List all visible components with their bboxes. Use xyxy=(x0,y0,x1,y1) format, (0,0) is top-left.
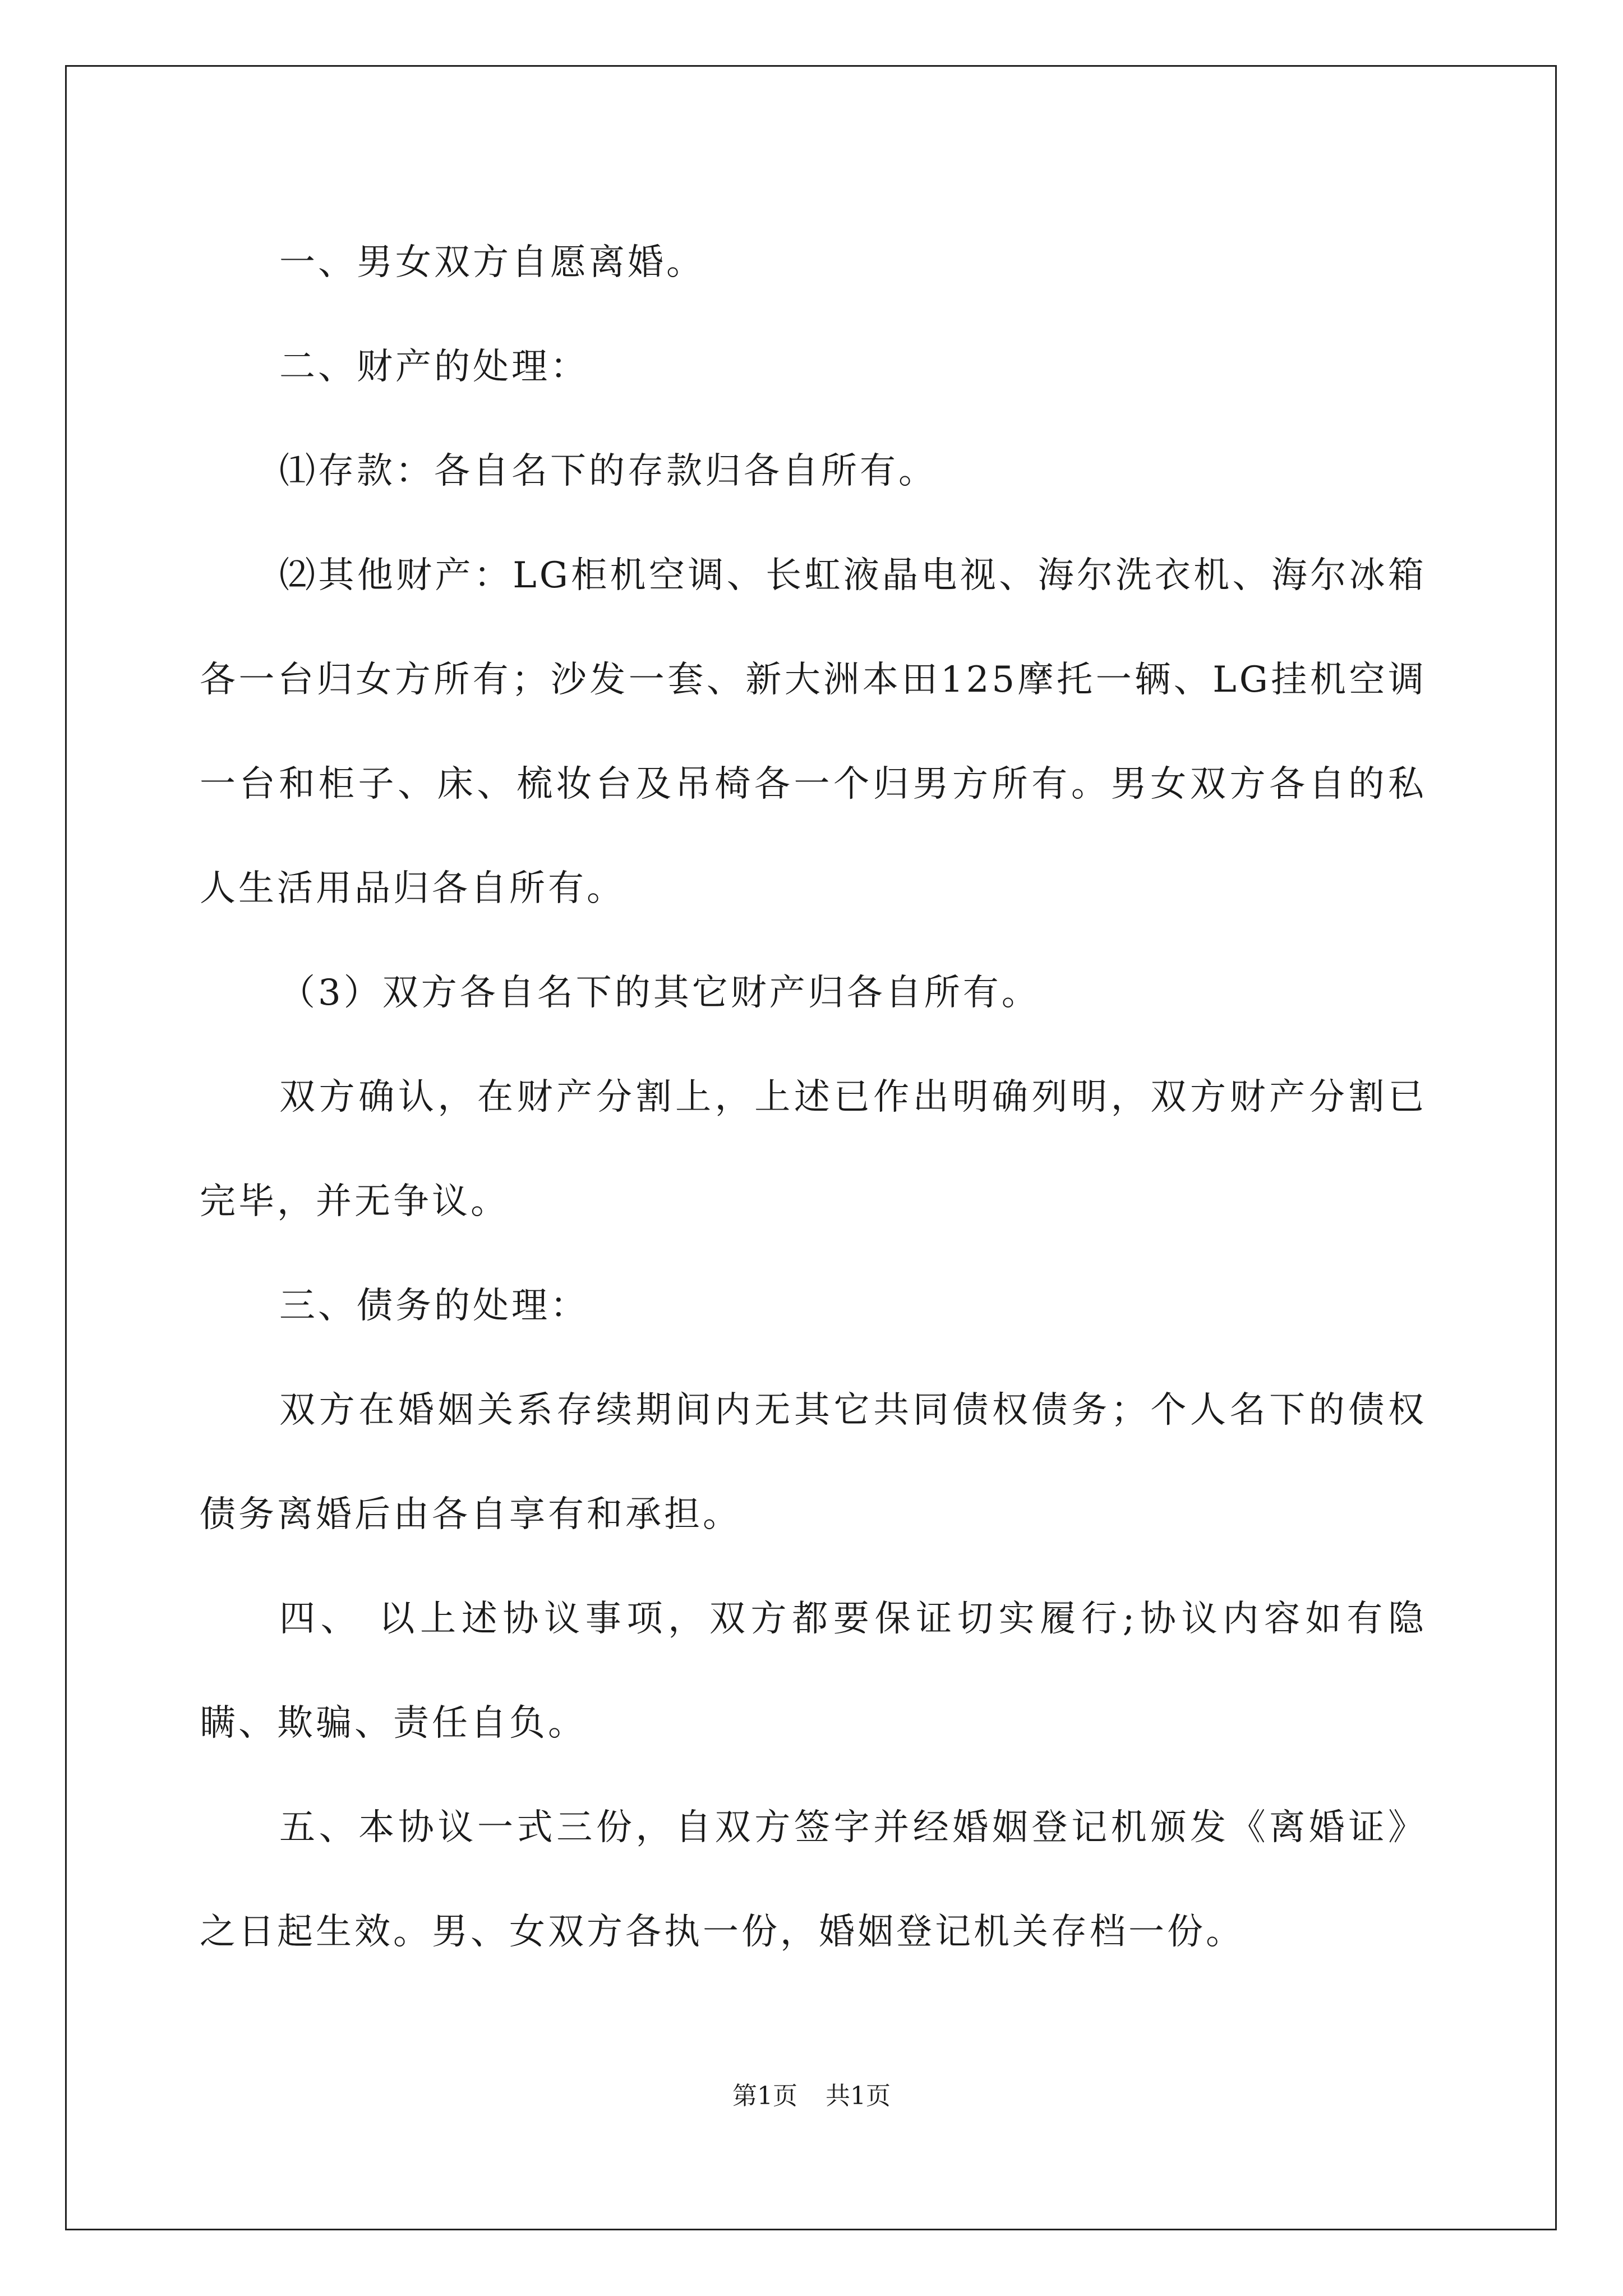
paragraph-7: 三、债务的处理： xyxy=(279,1285,589,1327)
page-footer xyxy=(0,2076,1623,2111)
page-number: 第1页 xyxy=(732,2082,797,2110)
paragraph-10: 五、本协议一式三份，自双方签字并经婚姻登记机颁发《离婚证》之日起生效。男、女双方各执一份，婚姻登记机关存档一份。 xyxy=(200,1807,1427,1953)
paragraph-3: ⑴存款：各自名下的存款归各自所有。 xyxy=(279,450,937,492)
paragraph-1: 一、男女双方自愿离婚。 xyxy=(279,242,705,283)
total-pages: 共1页 xyxy=(826,2082,891,2110)
paragraph-6: 双方确认，在财产分割上，上述已作出明确列明，双方财产分割已完毕，并无争议。 xyxy=(200,1076,1427,1222)
paragraph-4: ⑵其他财产：LG柜机空调、长虹液晶电视、海尔洗衣机、海尔冰箱各一台归女方所有；沙发一套、新大洲本田125摩托一辆、LG挂机空调一台和柜子、床、梳妆台及吊椅各一个归男方所有。男女双方各自的私人生活用品归各自所有。 xyxy=(200,555,1427,909)
paragraph-2: 二、财产的处理： xyxy=(279,346,589,388)
paragraph-5: （3）双方各自名下的其它财产归各自所有。 xyxy=(279,972,1040,1014)
document-body xyxy=(200,210,1427,1984)
paragraph-8: 双方在婚姻关系存续期间内无其它共同债权债务；个人名下的债权债务离婚后由各自享有和承担。 xyxy=(200,1389,1427,1535)
paragraph-9: 四、 以上述协议事项，双方都要保证切实履行;协议内容如有隐瞒、欺骗、责任自负。 xyxy=(200,1598,1427,1744)
